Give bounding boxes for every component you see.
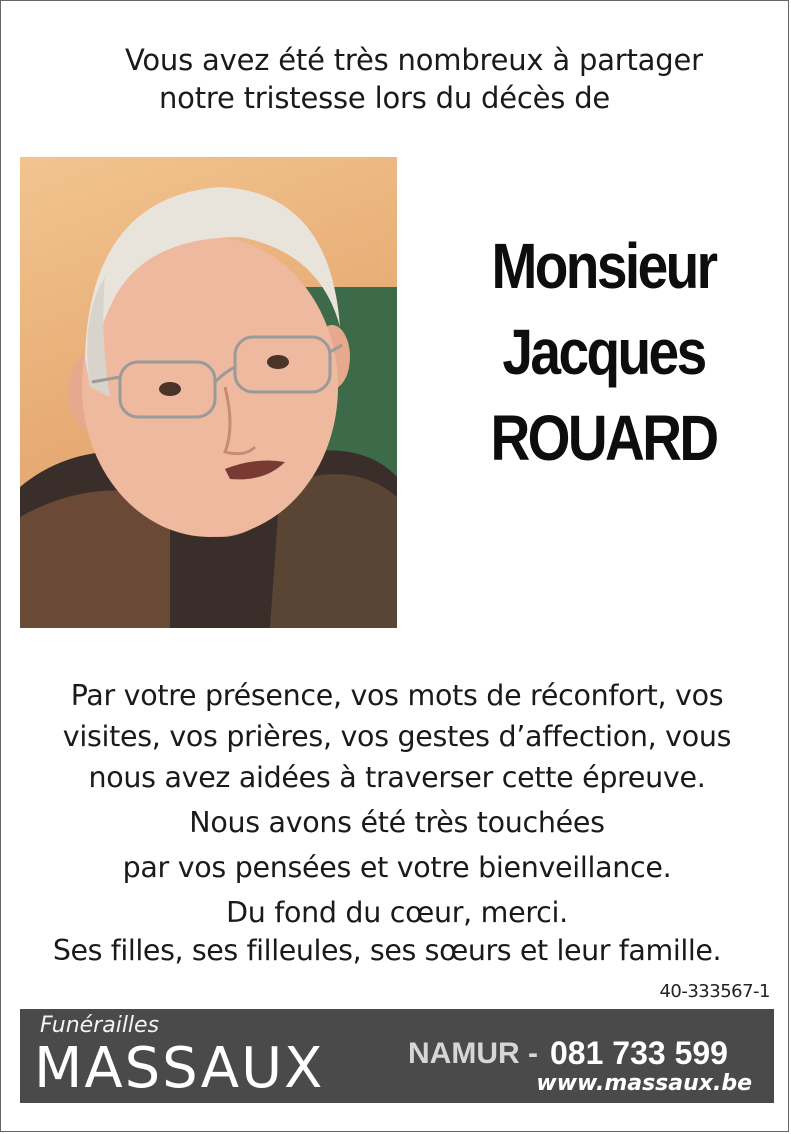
portrait-photo: [20, 157, 397, 628]
message-thanks: Du fond du cœur, merci.: [226, 896, 568, 929]
portrait-illustration: [20, 157, 397, 628]
intro-line-1: Vous avez été très nombreux à partager: [125, 43, 703, 77]
message-thoughts: par vos pensées et votre bienveillance.: [122, 851, 672, 884]
thank-you-message: [11, 675, 783, 933]
funeral-home-label: Funérailles: [40, 1013, 160, 1038]
funeral-home-website: www.massaux.be: [536, 1071, 752, 1096]
funeral-home-city: NAMUR -: [408, 1037, 538, 1070]
message-line-3: nous avez aidées à traverser cette épreuve.: [88, 761, 706, 794]
reference-number: 40-333567-1: [659, 981, 770, 1002]
funeral-home-phone: 081 733 599: [550, 1035, 728, 1071]
deceased-first-name: Jacques: [502, 316, 705, 388]
message-touched: Nous avons été très touchées: [189, 806, 605, 839]
message-line-1: Par votre présence, vos mots de réconfort, vos: [70, 679, 724, 712]
deceased-name: [447, 223, 761, 481]
intro-line-2: notre tristesse lors du décès de: [159, 81, 611, 115]
deceased-last-name: ROUARD: [490, 402, 717, 474]
message-line-2: visites, vos prières, vos gestes d’affection, vous: [62, 720, 732, 753]
funeral-home-banner: [20, 1009, 774, 1103]
deceased-title: Monsieur: [491, 230, 716, 302]
intro-text: [91, 41, 771, 117]
family-signature: Ses filles, ses filleules, ses sœurs et leur famille.: [52, 934, 722, 967]
funeral-home-name: MASSAUX: [34, 1036, 325, 1101]
